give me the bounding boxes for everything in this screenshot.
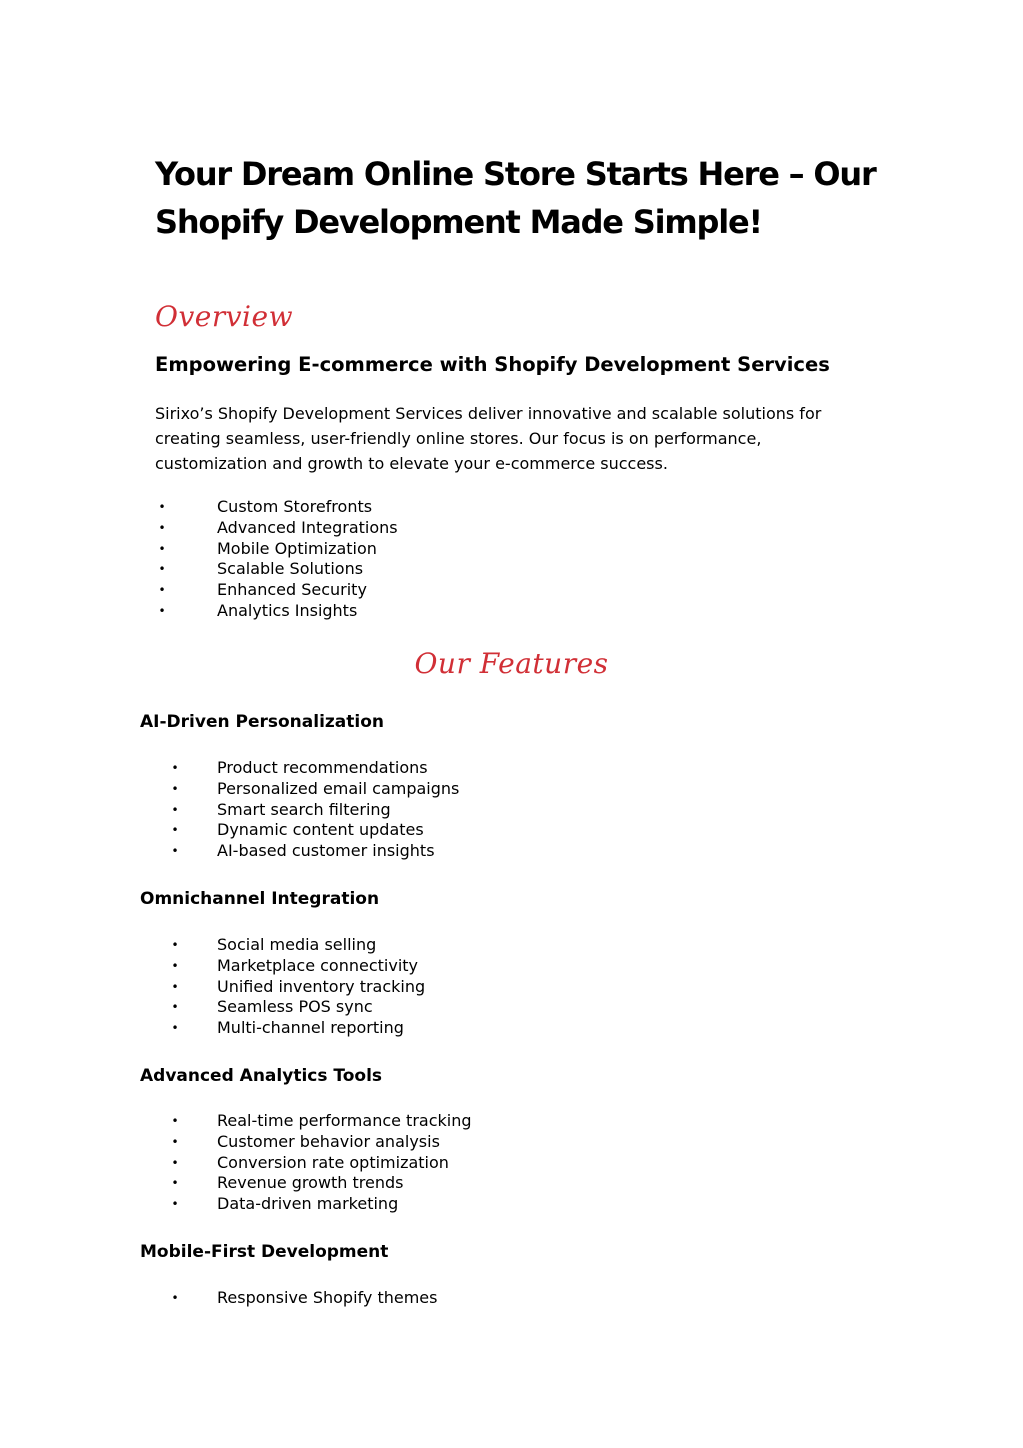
bullet-icon: • (171, 823, 179, 838)
list-item-label: Unified inventory tracking (217, 976, 426, 996)
list-item (140, 1173, 472, 1194)
list-item-label: AI-based customer insights (217, 841, 435, 861)
list-item-label: Analytics Insights (217, 600, 358, 620)
list-item-label: Revenue growth trends (217, 1173, 404, 1193)
bullet-icon: • (158, 583, 166, 598)
list-item-label: Enhanced Security (217, 580, 367, 600)
bullet-icon: • (171, 1021, 179, 1036)
list-item-label: Marketplace connectivity (217, 955, 419, 975)
list-item (155, 559, 398, 580)
list-item-label: Seamless POS sync (217, 997, 373, 1017)
list-item (140, 1194, 472, 1215)
list-item (140, 779, 459, 800)
bullet-icon: • (171, 1134, 179, 1149)
list-item-label: Responsive Shopify themes (217, 1288, 438, 1307)
list-item-label: Mobile Optimization (217, 538, 377, 558)
list-item-label: Data-driven marketing (217, 1194, 399, 1214)
bullet-icon: • (171, 802, 179, 817)
overview-bullet-list (155, 497, 398, 622)
bullet-icon: • (171, 844, 179, 859)
list-item-label: Smart search filtering (217, 799, 391, 819)
feature-list-omnichannel (140, 935, 425, 1039)
bullet-icon: • (171, 1114, 179, 1128)
list-item-label: Conversion rate optimization (217, 1152, 449, 1172)
list-item-label: Scalable Solutions (217, 559, 364, 579)
feature-title-omnichannel: Omnichannel Integration (140, 889, 380, 909)
list-item (140, 1111, 472, 1132)
list-item-label: Advanced Integrations (217, 517, 398, 537)
bullet-icon: • (171, 1197, 179, 1212)
list-item (140, 841, 459, 862)
feature-list-analytics (140, 1111, 472, 1215)
intro-paragraph: Sirixo’s Shopify Development Services deliver innovative and scalable solutions for creating seamless, user-friendly online stores. Our focus is on performance, customization and growth to elevate your e-commerce success. (155, 404, 822, 473)
list-item (155, 497, 398, 518)
list-item (140, 1288, 437, 1309)
list-item (140, 977, 425, 998)
features-heading: Our Features (414, 647, 609, 680)
feature-title-mobile-first: Mobile-First Development (140, 1242, 389, 1262)
bullet-icon: • (171, 938, 179, 952)
bullet-icon: • (171, 1000, 179, 1015)
list-item (140, 1018, 425, 1039)
list-item (140, 820, 459, 841)
list-item-label: Custom Storefronts (217, 497, 373, 516)
list-item-label: Customer behavior analysis (217, 1131, 440, 1151)
feature-title-ai-personalization: AI-Driven Personalization (140, 712, 384, 732)
feature-title-analytics: Advanced Analytics Tools (140, 1066, 383, 1086)
feature-list-mobile-first (140, 1288, 437, 1309)
bullet-icon: • (171, 958, 179, 973)
list-item (155, 518, 398, 539)
list-item-label: Product recommendations (217, 758, 428, 777)
list-item-label: Multi-channel reporting (217, 1018, 404, 1038)
list-item (140, 997, 425, 1018)
list-item (155, 580, 398, 601)
list-item-label: Social media selling (217, 935, 377, 954)
list-item (140, 758, 459, 779)
bullet-icon: • (158, 520, 166, 535)
bullet-icon: • (171, 1176, 179, 1191)
bullet-icon: • (171, 781, 179, 796)
list-item-label: Personalized email campaigns (217, 778, 460, 798)
list-item (140, 1153, 472, 1174)
bullet-icon: • (158, 562, 166, 577)
bullet-icon: • (171, 1155, 179, 1170)
list-item (140, 935, 425, 956)
page-title: Your Dream Online Store Starts Here – Our Shopify Development Made Simple! (155, 155, 876, 241)
list-item-label: Dynamic content updates (217, 820, 424, 840)
overview-heading: Overview (155, 300, 294, 333)
bullet-icon: • (171, 1291, 179, 1305)
list-item-label: Real-time performance tracking (217, 1111, 472, 1130)
bullet-icon: • (158, 500, 166, 514)
bullet-icon: • (171, 761, 179, 775)
bullet-icon: • (171, 979, 179, 994)
list-item (155, 539, 398, 560)
list-item (140, 1132, 472, 1153)
list-item (155, 601, 398, 622)
bullet-icon: • (158, 541, 166, 556)
list-item (140, 956, 425, 977)
feature-list-ai-personalization (140, 758, 459, 862)
list-item (140, 800, 459, 821)
overview-subheading: Empowering E-commerce with Shopify Development Services (155, 353, 830, 376)
bullet-icon: • (158, 603, 166, 618)
